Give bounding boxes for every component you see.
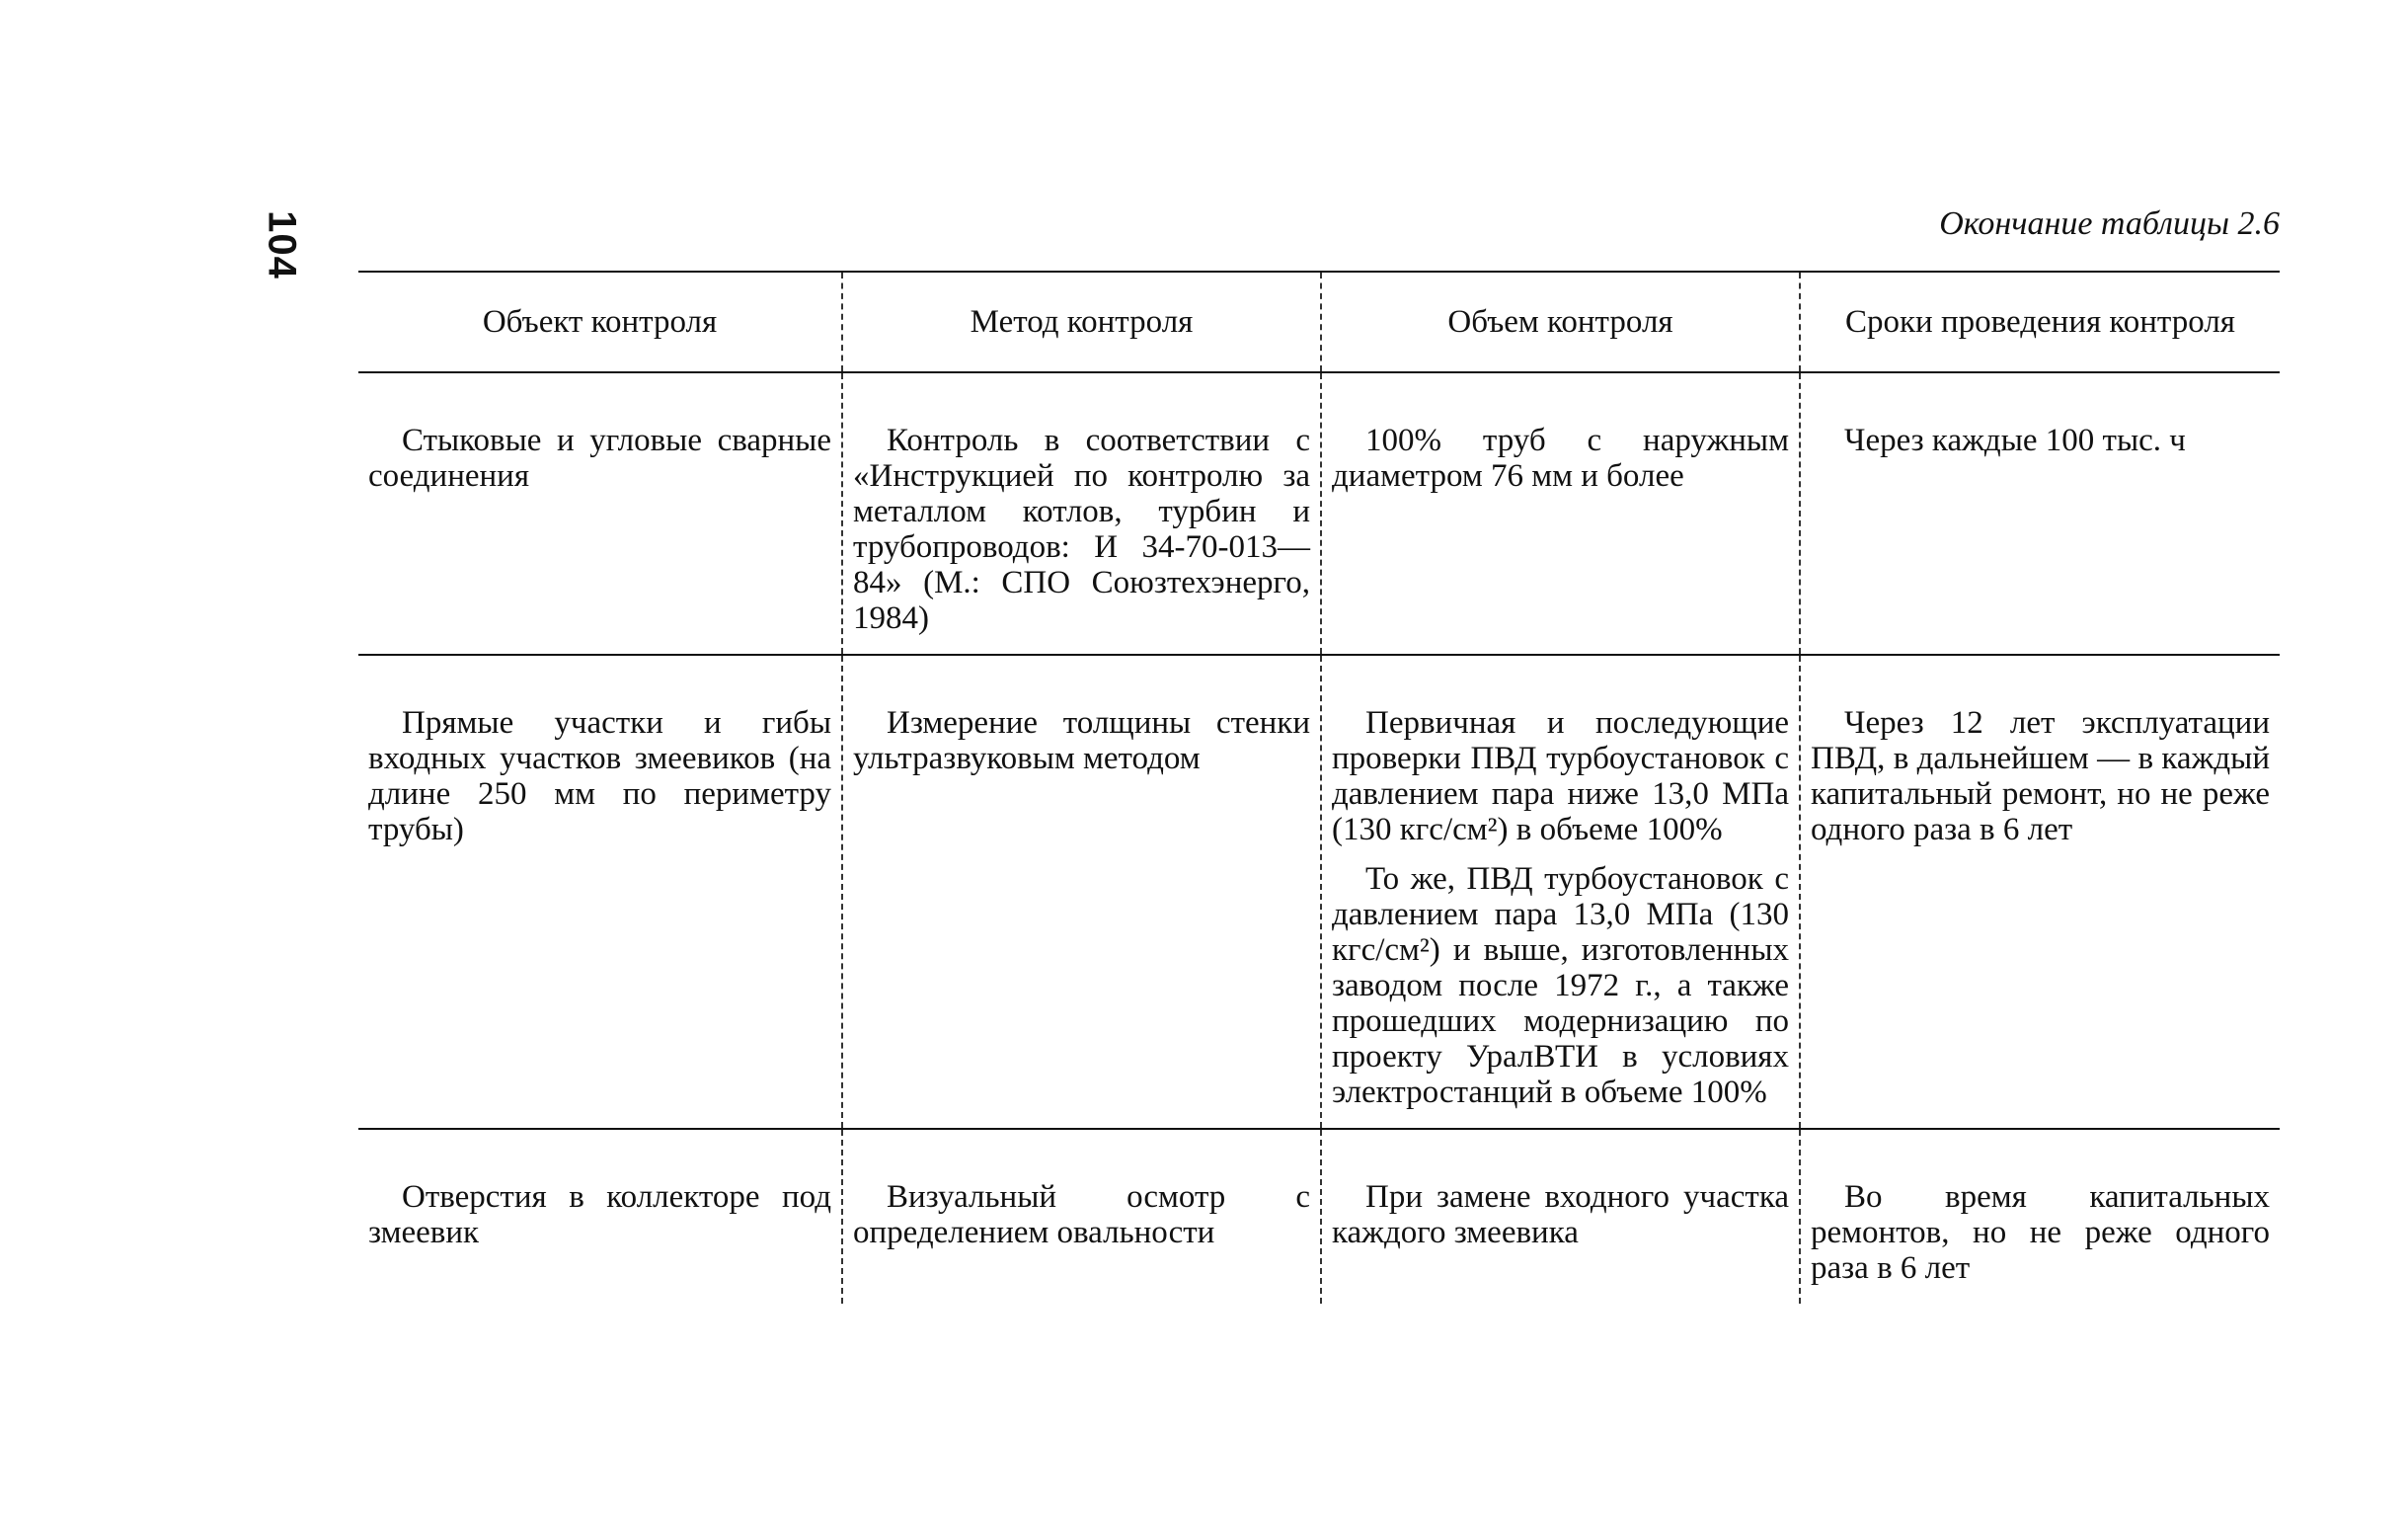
cell-method-text: Визуальный осмотр с определением овальности: [853, 1179, 1310, 1250]
table-row: [358, 655, 2280, 1129]
cell-volume-extra-text: То же, ПВД турбоустановок с давлением пара 13,0 МПа (130 кгс/см²) и выше, изготовленных заводом после 1972 г., а также прошедших модернизацию по проекту УралВТИ в условиях электростанций в объеме 100%: [1332, 861, 1789, 1110]
cell-period: [1800, 655, 2280, 1129]
cell-method: [842, 655, 1321, 1129]
header-row: [358, 272, 2280, 372]
cell-object: [358, 1129, 842, 1304]
header-period: Сроки проведения контроля: [1800, 272, 2280, 372]
cell-object: [358, 655, 842, 1129]
table-caption: Окончание таблицы 2.6: [1939, 205, 2280, 242]
cell-method-text: Контроль в соответствии с «Инструкцией по контролю за металлом котлов, турбин и трубопроводов: И 34-70-013—84» (М.: СПО Союзтехэнерго, 1984): [853, 423, 1310, 636]
header-volume: Объем контроля: [1321, 272, 1800, 372]
cell-volume: [1321, 1129, 1800, 1304]
cell-object-text: Прямые участки и гибы входных участков змеевиков (на длине 250 мм по периметру трубы): [368, 705, 831, 847]
cell-object-text: Отверстия в коллекторе под змеевик: [368, 1179, 831, 1250]
control-table: [358, 271, 2280, 1304]
cell-method: [842, 1129, 1321, 1304]
cell-volume: [1321, 372, 1800, 655]
cell-volume-text: 100% труб с наружным диаметром 76 мм и более: [1332, 423, 1789, 494]
table-body: [358, 372, 2280, 1304]
cell-volume: [1321, 655, 1800, 1129]
table-header: [358, 272, 2280, 372]
cell-period-text: Через каждые 100 тыс. ч: [1844, 423, 2186, 458]
cell-period-text: Во время капитальных ремонтов, но не реже одного раза в 6 лет: [1811, 1179, 2270, 1286]
cell-period-text: Через 12 лет эксплуатации ПВД, в дальнейшем — в каждый капитальный ремонт, но не реже одного раза в 6 лет: [1811, 705, 2270, 847]
cell-period: [1800, 372, 2280, 655]
cell-volume-text: При замене входного участка каждого змеевика: [1332, 1179, 1789, 1250]
cell-object: [358, 372, 842, 655]
cell-object-text: Стыковые и угловые сварные соединения: [368, 423, 831, 494]
table-row: [358, 372, 2280, 655]
header-method: Метод контроля: [842, 272, 1321, 372]
cell-period: [1800, 1129, 2280, 1304]
header-object: Объект контроля: [358, 272, 842, 372]
cell-method: [842, 372, 1321, 655]
cell-volume-text: Первичная и последующие проверки ПВД турбоустановок с давлением пара ниже 13,0 МПа (130 кгс/см²) в объеме 100%: [1332, 705, 1789, 847]
cell-method-text: Измерение толщины стенки ультразвуковым методом: [853, 705, 1310, 776]
table-row: [358, 1129, 2280, 1304]
page-number: 104: [260, 210, 304, 279]
